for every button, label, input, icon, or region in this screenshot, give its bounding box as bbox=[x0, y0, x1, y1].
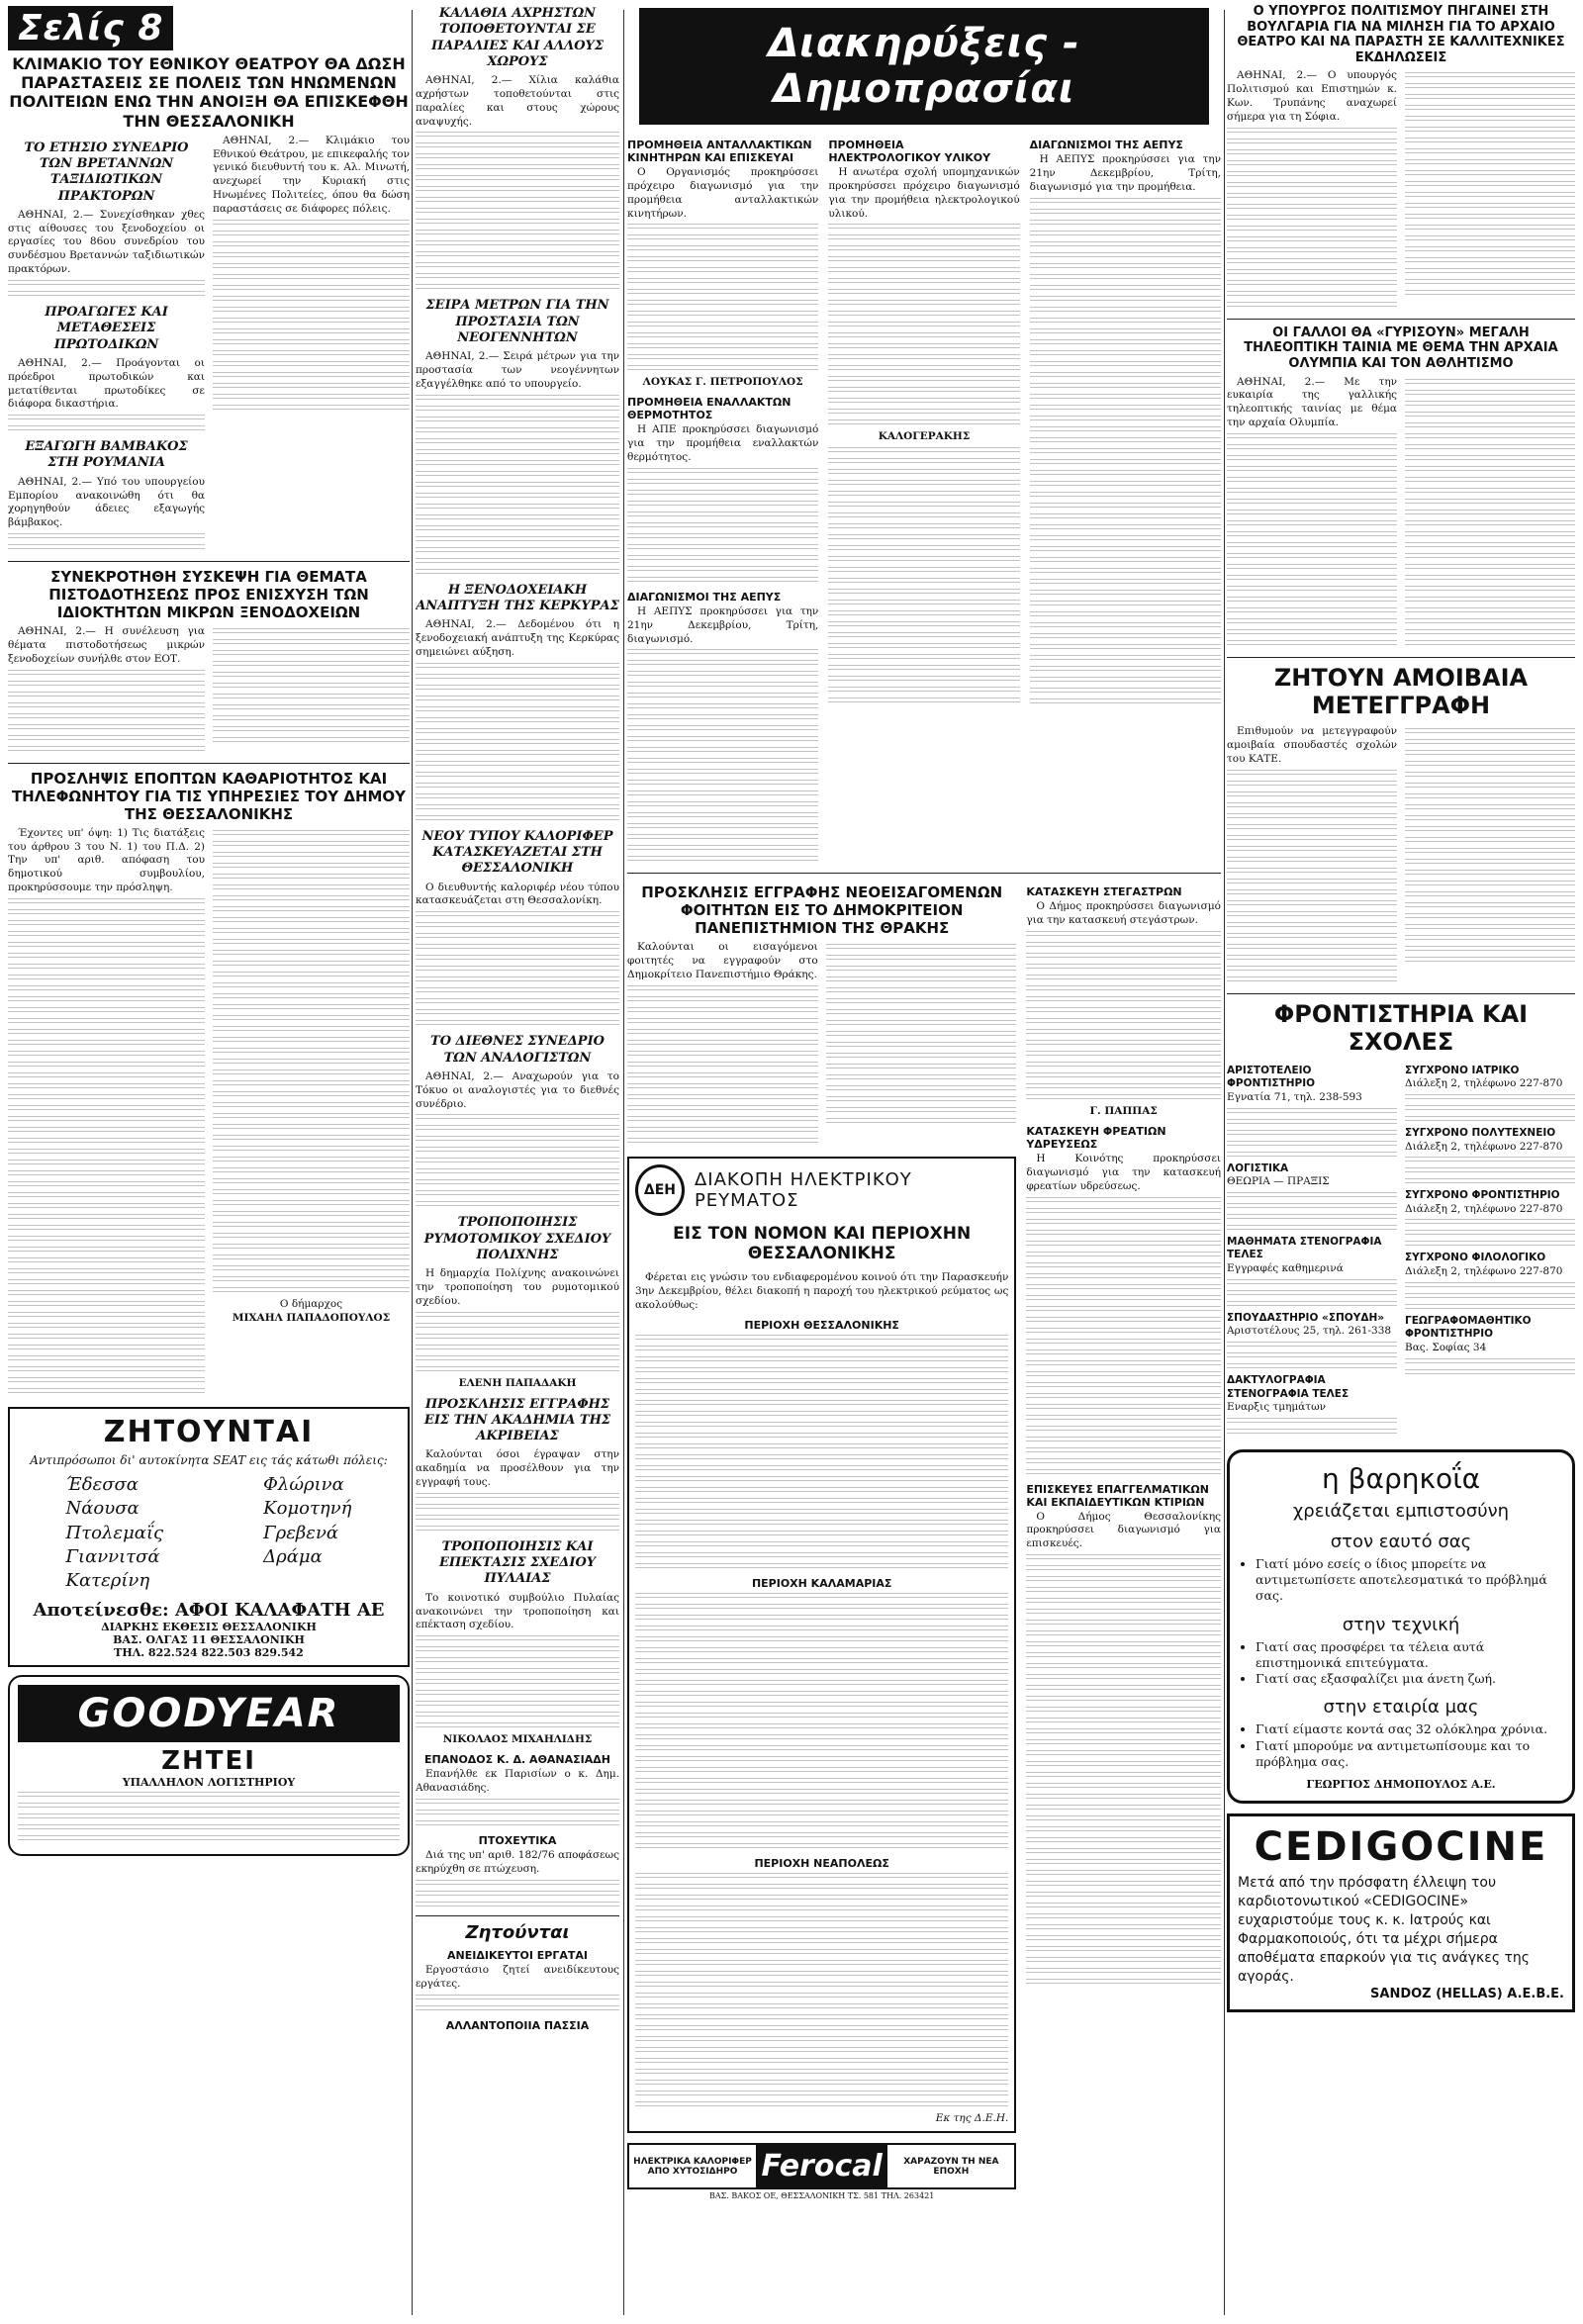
school-entry: ΣΥΓΧΡΟΝΟ ΙΑΤΡΙΚΟ Διάλεξη 2, τηλέφωνο 227-870 bbox=[1405, 1064, 1563, 1090]
signature: ΛΟΥΚΑΣ Γ. ΠΕΤΡΟΠΟΥΛΟΣ bbox=[642, 376, 803, 389]
article-headline: ΠΡΟΑΓΩΓΕΣ ΚΑΙ ΜΕΤΑΘΕΣΕΙΣ ΠΡΩΤΟΔΙΚΩΝ bbox=[45, 305, 168, 352]
city: Πτολεμαΐς bbox=[65, 1522, 164, 1543]
article-headline: ΤΟ ΕΤΗΣΙΟ ΣΥΝΕΔΡΙΟ ΤΩΝ ΒΡΕΤΑΝΝΩΝ ΤΑΞΙΔΙΩΤΙΚΩΝ ΠΡΑΚΤΟΡΩΝ bbox=[24, 139, 189, 204]
ad-address: ΒΑΣ. ΟΛΓΑΣ 11 ΘΕΣΣΑΛΟΝΙΚΗ bbox=[113, 1632, 305, 1646]
city: Δράμα bbox=[263, 1545, 323, 1567]
school-entry: ΓΕΩΓΡΑΦΟΜΑΘΗΤΙΚΟ ΦΡΟΝΤΙΣΤΗΡΙΟ Βας. Σοφίας 34 bbox=[1405, 1314, 1532, 1354]
column-rule bbox=[1224, 10, 1225, 2315]
notice-body: Ο Δήμος Θεσσαλονίκης προκηρύσσει διαγωνισμό για επισκευές. bbox=[1026, 1510, 1221, 1550]
ad-bullet: • Γιατί μόνο εσείς ο ίδιος μπορείτε να αντιμετωπίσετε αποτελεσματικά το πρόβλημά σας. bbox=[1256, 1556, 1562, 1605]
article-body: Επανήλθε εκ Παρισίων ο κ. Δημ. Αθανασιάδης. bbox=[416, 1768, 619, 1794]
ferocal-logo: Ferocal bbox=[756, 2145, 887, 2187]
article-body: ΑΘΗΝΑΙ, 2.— Με την ευκαιρία της γαλλικής τηλεοπτικής ταινίας με θέμα την αρχαία Ολυμπία. bbox=[1227, 375, 1397, 429]
article-headline: Ο ΥΠΟΥΡΓΟΣ ΠΟΛΙΤΙΣΜΟΥ ΠΗΓΑΙΝΕΙ ΣΤΗ ΒΟΥΛΓΑΡΙΑ ΓΙΑ ΝΑ ΜΙΛΗΣΗ ΓΙΑ ΤΟ ΑΡΧΑΙΟ ΘΕΑΤΡΟ ΚΑΙ ΝΑ ΠΑΡΑΣΤΗ ΣΕ ΚΑΛΛΙΤΕΧΝΙΚΕΣ ΕΚΔΗΛΩΣΕΙΣ bbox=[1237, 4, 1565, 65]
column-4 bbox=[1227, 0, 1575, 2012]
notice-body: Η ΑΕΠΥΣ προκηρύσσει για την 21ην Δεκεμβρίου, Τρίτη, διαγωνισμό για την προμήθεια. bbox=[1029, 153, 1221, 193]
notice-body: Καλούνται οι εισαγόμενοι φοιτητές να εγγραφούν στο Δημοκρίτειο Πανεπιστήμιο Θράκης. bbox=[627, 941, 818, 981]
article-body: ΑΘΗΝΑΙ, 2.— Ο υπουργός Πολιτισμού και Επιστημών κ. Κων. Τρυπάνης αναχωρεί σήμερα για τη Σόφια. bbox=[1227, 69, 1397, 123]
signature-label: Ο δήμαρχος bbox=[279, 1297, 343, 1310]
notice-body: Η ανωτέρα σχολή υπομηχανικών προκηρύσσει πρόχειρο διαγωνισμό για την προμήθεια ηλεκτρολογικού υλικού. bbox=[828, 166, 1020, 220]
cedigocine-ad bbox=[1227, 1813, 1575, 2011]
ad-advertiser: ΓΕΩΡΓΙΟΣ ΔΗΜΟΠΟΥΛΟΣ Α.Ε. bbox=[1306, 1778, 1496, 1792]
article-body: ΑΘΗΝΑΙ, 2.— Υπό του υπουργείου Εμπορίου ανακοινώθη ότι θα χορηγηθούν άδειες εξαγωγής βάμβακος. bbox=[8, 475, 205, 529]
article-headline: ΤΟ ΔΙΕΘΝΕΣ ΣΥΝΕΔΡΙΟ ΤΩΝ ΑΝΑΛΟΓΙΣΤΩΝ bbox=[430, 1034, 605, 1066]
goodyear-ad bbox=[8, 1675, 410, 1856]
article-headline: ΝΕΟΥ ΤΥΠΟΥ ΚΑΛΟΡΙΦΕΡ ΚΑΤΑΣΚΕΥΑΖΕΤΑΙ ΣΤΗ ΘΕΣΣΑΛΟΝΙΚΗ bbox=[421, 828, 613, 877]
article-body: Επιθυμούν να μετεγγραφούν αμοιβαία σπουδαστές σχολών του ΚΑΤΕ. bbox=[1227, 725, 1397, 765]
area-heading: ΠΕΡΙΟΧΗ ΚΑΛΑΜΑΡΙΑΣ bbox=[751, 1576, 892, 1590]
power-outage-notice bbox=[627, 1157, 1016, 2133]
ad-advertiser: SANDOZ (HELLAS) A.E.B.E. bbox=[1370, 1986, 1564, 2001]
city: Γρεβενά bbox=[263, 1522, 339, 1543]
hearing-aid-ad bbox=[1227, 1449, 1575, 1804]
article-body: Καλούνται όσοι έγραψαν στην ακαδημία να προσέλθουν για την εγγραφή τους. bbox=[416, 1448, 619, 1489]
article-body: ΑΘΗΝΑΙ, 2.— Η συνέλευση για θέματα πιστοδοτήσεως μικρών ξενοδοχείων συνήλθε στον ΕΟΤ. bbox=[8, 625, 205, 665]
notice-headline: ΠΡΟΜΗΘΕΙΑ ΑΝΤΑΛΛΑΚΤΙΚΩΝ ΚΙΝΗΤΗΡΩΝ ΚΑΙ ΕΠΙΣΚΕΥΑΙ bbox=[627, 139, 812, 164]
ad-phone: ΤΗΛ. 822.524 822.503 829.542 bbox=[114, 1645, 304, 1659]
ad-text: ΗΛΕΚΤΡΙΚΑ ΚΑΛΟΡΙΦΕΡ ΑΠΟ ΧΥΤΟΣΙΔΗΡΟ bbox=[633, 2156, 752, 2177]
notice-body: Φέρεται εις γνώσιν του ενδιαφερομένου κοινού ότι την Παρασκευήν 3ην Δεκεμβρίου, θέλει διακοπή η παροχή του ηλεκτρικού ρεύματος ως ακολούθως: bbox=[635, 1271, 1009, 1311]
city: Κομοτηνή bbox=[263, 1498, 352, 1520]
notice-title: ΔΙΑΚΟΠΗ ΗΛΕΚΤΡΙΚΟΥ ΡΕΥΜΑΤΟΣ bbox=[694, 1169, 912, 1212]
article-headline: ΠΡΟΣΚΛΗΣΙΣ ΕΓΓΡΑΦΗΣ ΕΙΣ ΤΗΝ ΑΚΑΔΗΜΙΑ ΤΗΣ ΑΚΡΙΒΕΙΑΣ bbox=[423, 1396, 611, 1444]
ad-subtitle: χρειάζεται εμπιστοσύνη bbox=[1292, 1500, 1510, 1522]
article-body: Έχοντες υπ' όψη: 1) Τις διατάξεις του άρθρου 3 του Ν. 1) του Π.Δ. 2) Την υπ' αριθ. απόφαση του δημοτικού συμβουλίου, προκηρύσσουμε την πρόσληψη. bbox=[8, 826, 205, 894]
article-headline: ΕΠΑΝΟΔΟΣ Κ. Δ. ΑΘΑΝΑΣΙΑΔΗ bbox=[424, 1753, 610, 1767]
ad-text: ΧΑΡΑΖΟΥΝ ΤΗ ΝΕΑ ΕΠΟΧΗ bbox=[903, 2156, 999, 2177]
ad-section-title: στην τεχνική bbox=[1342, 1614, 1460, 1635]
ad-subtitle: Αντιπρόσωποι δι' αυτοκίνητα SEAT εις τάς κάτωθι πόλεις: bbox=[30, 1453, 388, 1468]
article-headline: ΕΞΑΓΩΓΗ ΒΑΜΒΑΚΟΣ ΣΤΗ ΡΟΥΜΑΝΙΑ bbox=[25, 439, 188, 471]
ad-title: η βαρηκοΐα bbox=[1321, 1461, 1481, 1495]
article-body: ΑΘΗΝΑΙ, 2.— Προάγονται οι πρόεδροι πρωτοδικών και μετατίθενται πρωτοδίκες σε διάφορα δικαστήρια. bbox=[8, 356, 205, 411]
article-body: Ο διευθυντής καλοριφέρ νέου τύπου κατασκευάζεται στη Θεσσαλονίκη. bbox=[416, 881, 619, 907]
ad-city-list bbox=[16, 1473, 402, 1593]
column-rule bbox=[412, 10, 413, 2315]
goodyear-logo: GOODYEAR bbox=[18, 1685, 400, 1742]
ad-title: Ζητούνται bbox=[465, 1921, 570, 1943]
article-body: Διά της υπ' αριθ. 182/76 αποφάσεως εκηρύχθη σε πτώχευση. bbox=[416, 1848, 619, 1875]
city: Έδεσσα bbox=[65, 1474, 139, 1496]
lead-headline: ΚΛΙΜΑΚΙΟ ΤΟΥ ΕΘΝΙΚΟΥ ΘΕΑΤΡΟΥ ΘΑ ΔΩΣΗ ΠΑΡΑΣΤΑΣΕΙΣ ΣΕ ΠΟΛΕΙΣ ΤΩΝ ΗΝΩΜΕΝΩΝ ΠΟΛΙΤΕΙΩΝ ΕΝΩ ΤΗΝ ΑΝΟΙΞΗ ΘΑ ΕΠΙΣΚΕΦΘΗ ΤΗΝ ΘΕΣΣΑΛΟΝΙΚΗ bbox=[9, 54, 409, 131]
signature: ΜΙΧΑΗΛ ΠΑΠΑΔΟΠΟΥΛΟΣ bbox=[232, 1311, 391, 1324]
school-entry: ΛΟΓΙΣΤΙΚΑ ΘΕΩΡΙΑ — ΠΡΑΞΙΣ bbox=[1227, 1162, 1330, 1188]
ad-contact: Αποτείνεσθε: ΑΦΟΙ ΚΑΛΑΦΑΤΗ ΑΕ bbox=[33, 1599, 385, 1621]
city: Νάουσα bbox=[65, 1498, 140, 1520]
column-rule bbox=[623, 10, 624, 2315]
ad-body: Εργοστάσιο ζητεί ανειδίκευτους εργάτες. bbox=[416, 1964, 619, 1990]
area-heading: ΠΕΡΙΟΧΗ ΘΕΣΣΑΛΟΝΙΚΗΣ bbox=[744, 1318, 899, 1332]
article-headline: ΣΥΝΕΚΡΟΤΗΘΗ ΣΥΣΚΕΨΗ ΓΙΑ ΘΕΜΑΤΑ ΠΙΣΤΟΔΟΤΗΣΕΩΣ ΠΡΟΣ ΕΝΙΣΧΥΣΗ ΤΩΝ ΙΔΙΟΚΤΗΤΩΝ ΜΙΚΡΩΝ ΞΕΝΟΔΟΧΕΙΩΝ bbox=[48, 568, 369, 622]
notice-headline: ΚΑΤΑΣΚΕΥΗ ΦΡΕΑΤΙΩΝ ΥΔΡΕΥΣΕΩΣ bbox=[1026, 1125, 1166, 1152]
notice-body: Η ΑΕΠΥΣ προκηρύσσει για την 21ην Δεκεμβρίου, Τρίτη, διαγωνισμό. bbox=[627, 604, 819, 645]
ad-address: ΒΑΣ. ΒΑΚΟΣ ΟΕ, ΘΕΣΣΑΛΟΝΙΚΗ ΤΣ. 581 ΤΗΛ. 263421 bbox=[708, 2191, 935, 2201]
column-2 bbox=[416, 0, 619, 2034]
signature: Εκ της Δ.Ε.Η. bbox=[935, 2111, 1009, 2124]
article-body: Η δημαρχία Πολίχνης ανακοινώνει την τροποποίηση του ρυμοτομικού σχεδίου. bbox=[416, 1267, 619, 1307]
section-headline: ΦΡΟΝΤΙΣΤΗΡΙΑ ΚΑΙ ΣΧΟΛΕΣ bbox=[1273, 999, 1529, 1056]
ad-title: ΖΗΤΕΙ bbox=[161, 1745, 256, 1776]
section-banner: Διακηρύξεις - Δημοπρασίαι bbox=[639, 8, 1209, 125]
article-headline: Η ΞΕΝΟΔΟΧΕΙΑΚΗ ΑΝΑΠΤΥΞΗ ΤΗΣ ΚΕΡΚΥΡΑΣ bbox=[416, 582, 619, 614]
article-headline: ΠΡΟΣΛΗΨΙΣ ΕΠΟΠΤΩΝ ΚΑΘΑΡΙΟΤΗΤΟΣ ΚΑΙ ΤΗΛΕΦΩΝΗΤΟΥ ΓΙΑ ΤΙΣ ΥΠΗΡΕΣΙΕΣ ΤΟΥ ΔΗΜΟΥ ΤΗΣ ΘΕΣΣΑΛΟΝΙΚΗΣ bbox=[11, 769, 407, 823]
notice-body: Η ΑΠΕ προκηρύσσει διαγωνισμό για την προμήθεια εναλλακτών θερμότητος. bbox=[627, 423, 819, 464]
notice-headline: ΕΙΣ ΤΟΝ ΝΟΜΟΝ ΚΑΙ ΠΕΡΙΟΧΗΝ ΘΕΣΣΑΛΟΝΙΚΗΣ bbox=[673, 1224, 972, 1264]
notice-body: Η Κοινότης προκηρύσσει διαγωνισμό για την κατασκευή φρεατίων υδρεύσεως. bbox=[1026, 1153, 1221, 1192]
area-heading: ΠΕΡΙΟΧΗ ΝΕΑΠΟΛΕΩΣ bbox=[754, 1856, 889, 1870]
article-headline: ΤΡΟΠΟΠΟΙΗΣΙΣ ΚΑΙ ΕΠΕΚΤΑΣΙΣ ΣΧΕΔΙΟΥ ΠΥΛΑΙΑΣ bbox=[438, 1538, 597, 1587]
signature: ΝΙΚΟΛΑΟΣ ΜΙΧΑΗΛΙΔΗΣ bbox=[442, 1733, 593, 1746]
ad-title: CEDIGOCINE bbox=[1254, 1824, 1548, 1871]
article-body: Το κοινοτικό συμβούλιο Πυλαίας ανακοινώνει την τροποποίηση και επέκταση σχεδίου. bbox=[416, 1591, 619, 1631]
article-headline: ΚΑΛΑΘΙΑ ΑΧΡΗΣΤΩΝ ΤΟΠΟΘΕΤΟΥΝΤΑΙ ΣΕ ΠΑΡΑΛΙΕΣ ΚΑΙ ΑΛΛΟΥΣ ΧΩΡΟΥΣ bbox=[430, 6, 605, 69]
article-body: ΑΘΗΝΑΙ, 2.— Αναχωρούν για το Τόκυο οι αναλογιστές για το διεθνές συνέδριο. bbox=[416, 1069, 619, 1110]
column-3 bbox=[627, 0, 1221, 2200]
notice-headline: ΔΙΑΓΩΝΙΣΜΟΙ ΤΗΣ ΑΕΠΥΣ bbox=[627, 590, 782, 604]
article-body: ΑΘΗΝΑΙ, 2.— Χίλια καλάθια αχρήστων τοποθετούνται στις παραλίες και στους χώρους αναψυχής. bbox=[416, 74, 619, 128]
lead-article bbox=[8, 135, 410, 555]
school-entry: ΣΥΓΧΡΟΝΟ ΦΡΟΝΤΙΣΤΗΡΙΟ Διάλεξη 2, τηλέφωνο 227-870 bbox=[1405, 1189, 1563, 1215]
seat-dealers-ad bbox=[8, 1407, 410, 1666]
signature: Γ. ΠΑΠΠΑΣ bbox=[1089, 1105, 1158, 1118]
ad-bullet: • Γιατί σας προσφέρει τα τέλεια αυτά επιστημονικά επιτεύγματα. bbox=[1256, 1639, 1562, 1672]
ad-subtitle: ΑΝΕΙΔΙΚΕΥΤΟΙ ΕΡΓΑΤΑΙ bbox=[447, 1949, 588, 1963]
school-entry: ΑΡΙΣΤΟΤΕΛΕΙΟ ΦΡΟΝΤΙΣΤΗΡΙΟ Εγνατία 71, τηλ. 238-593 bbox=[1227, 1064, 1362, 1103]
article-body: ΑΘΗΝΑΙ, 2.— Κλιμάκιο του Εθνικού Θεάτρου, με επικεφαλής τον γενικό διευθυντή του κ. Αλ. Μινωτή, ανεχωρεί την Κυριακή στις Ηνωμένες Πολιτείες, όπου θα δώση παραστάσεις σε διάφορες πόλεις. bbox=[213, 134, 410, 216]
article-headline: ΣΕΙΡΑ ΜΕΤΡΩΝ ΓΙΑ ΤΗΝ ΠΡΟΣΤΑΣΙΑ ΤΩΝ ΝΕΟΓΕΝΝΗΤΩΝ bbox=[425, 298, 609, 345]
ad-department: ΔΙΑΡΚΗΣ ΕΚΘΕΣΙΣ ΘΕΣΣΑΛΟΝΙΚΗ bbox=[101, 1620, 317, 1633]
notice-headline: ΔΙΑΓΩΝΙΣΜΟΙ ΤΗΣ ΑΕΠΥΣ bbox=[1029, 139, 1183, 151]
column-1 bbox=[8, 0, 410, 1864]
article-body: ΑΘΗΝΑΙ, 2.— Σειρά μέτρων για την προστασία των νεογέννητων εξαγγέλθηκε από το υπουργείο. bbox=[416, 350, 619, 390]
school-entry: ΔΑΚΤΥΛΟΓΡΑΦΙΑ ΣΤΕΝΟΓΡΑΦΙΑ ΤΕΛΕΣ Εναρξις τμημάτων bbox=[1227, 1374, 1350, 1414]
schools-listing bbox=[1227, 1062, 1575, 1440]
notice-headline: ΠΡΟΜΗΘΕΙΑ ΗΛΕΚΤΡΟΛΟΓΙΚΟΥ ΥΛΙΚΟΥ bbox=[828, 139, 991, 164]
notice-headline: ΕΠΙΣΚΕΥΕΣ ΕΠΑΓΓΕΛΜΑΤΙΚΩΝ ΚΑΙ ΕΚΠΑΙΔΕΥΤΙΚΩΝ ΚΤΙΡΙΩΝ bbox=[1026, 1482, 1209, 1509]
notice-body: Ο Δήμος προκηρύσσει διαγωνισμό για την κατασκευή στεγάστρων. bbox=[1026, 900, 1221, 927]
school-entry: ΣΥΓΧΡΟΝΟ ΦΙΛΟΛΟΓΙΚΟ Διάλεξη 2, τηλέφωνο 227-870 bbox=[1405, 1252, 1563, 1278]
deh-logo: ΔΕΗ bbox=[635, 1164, 685, 1216]
notice-headline: ΠΡΟΣΚΛΗΣΙΣ ΕΓΓΡΑΦΗΣ ΝΕΟΕΙΣΑΓΟΜΕΝΩΝ ΦΟΙΤΗΤΩΝ ΕΙΣ ΤΟ ΔΗΜΟΚΡΙΤΕΙΟΝ ΠΑΝΕΠΙΣΤΗΜΙΟΝ ΤΗΣ ΘΡΑΚΗΣ bbox=[641, 883, 1003, 938]
ad-section-title: στον εαυτό σας bbox=[1330, 1531, 1472, 1552]
ad-title: ΖΗΤΟΥΝΤΑΙ bbox=[103, 1415, 315, 1450]
article-headline: ΤΡΟΠΟΠΟΙΗΣΙΣ ΡΥΜΟΤΟΜΙΚΟΥ ΣΧΕΔΙΟΥ ΠΟΛΙΧΝΗΣ bbox=[423, 1215, 611, 1262]
school-entry: ΣΥΓΧΡΟΝΟ ΠΟΛΥΤΕΧΝΕΙΟ Διάλεξη 2, τηλέφωνο 227-870 bbox=[1405, 1126, 1563, 1153]
signature: ΕΛΕΝΗ ΠΑΠΑΔΑΚΗ bbox=[458, 1376, 577, 1389]
ad-bullet: • Γιατί σας εξασφαλίζει μια άνετη ζωή. bbox=[1256, 1671, 1562, 1687]
article-headline: ΠΤΟΧΕΥΤΙΚΑ bbox=[478, 1833, 557, 1847]
ad-body: Μετά από την πρόσφατη έλλειψη του καρδιοτονωτικού «CEDIGOCINE» ευχαριστούμε τους κ. κ. Ιατρούς και Φαρμακοποιούς, ότι τα μέχρι σήμερα αποθέματα επαρκούν για τις ανάγκες της αγοράς. bbox=[1238, 1875, 1530, 1985]
city: Κατερίνη bbox=[65, 1570, 150, 1592]
page-number-banner: Σελίς 8 bbox=[8, 6, 173, 50]
ad-bullet: • Γιατί μπορούμε να αντιμετωπίσουμε και το πρόβλημα σας. bbox=[1256, 1738, 1562, 1771]
city: Φλώρινα bbox=[263, 1474, 344, 1496]
signature: ΚΑΛΟΓΕΡΑΚΗΣ bbox=[878, 430, 971, 443]
article-body: ΑΘΗΝΑΙ, 2.— Δεδομένου ότι η ξενοδοχειακή ανάπτυξη της Κερκύρας σημειώνει αύξηση. bbox=[416, 618, 619, 658]
ad-advertiser: ΑΛΛΑΝΤΟΠΟΙΙΑ ΠΑΣΣΙΑ bbox=[445, 2018, 590, 2032]
city: Γιαννιτσά bbox=[65, 1545, 160, 1567]
ferocal-ad bbox=[627, 2143, 1016, 2189]
ad-subtitle: ΥΠΑΛΛΗΛΟΝ ΛΟΓΙΣΤΗΡΙΟΥ bbox=[122, 1775, 296, 1789]
section-headline: ΖΗΤΟΥΝ ΑΜΟΙΒΑΙΑ ΜΕΤΕΓΓΡΑΦΗ bbox=[1273, 664, 1529, 720]
article-body: ΑΘΗΝΑΙ, 2.— Συνεχίσθηκαν χθες στις αίθουσες του ξενοδοχείου οι εργασίες του 86ου συνεδρίου του συνδέσμου Βρεταννών ταξιδιωτικών πρακτόρων. bbox=[8, 208, 205, 276]
notice-headline: ΚΑΤΑΣΚΕΥΗ ΣΤΕΓΑΣΤΡΩΝ bbox=[1026, 885, 1182, 899]
school-entry: ΣΠΟΥΔΑΣΤΗΡΙΟ «ΣΠΟΥΔΗ» Αριστοτέλους 25, τηλ. 261-338 bbox=[1227, 1311, 1392, 1338]
ad-bullet: • Γιατί είμαστε κοντά σας 32 ολόκληρα χρόνια. bbox=[1256, 1721, 1562, 1737]
ad-section-title: στην εταιρία μας bbox=[1323, 1697, 1479, 1719]
notice-headline: ΠΡΟΜΗΘΕΙΑ ΕΝΑΛΛΑΚΤΩΝ ΘΕΡΜΟΤΗΤΟΣ bbox=[627, 396, 792, 422]
school-entry: ΜΑΘΗΜΑΤΑ ΣΤΕΝΟΓΡΑΦΙΑ ΤΕΛΕΣ Εγγραφές καθημερινά bbox=[1227, 1235, 1382, 1275]
notice-body: Ο Οργανισμός προκηρύσσει πρόχειρο διαγωνισμό για την προμήθεια ανταλλακτικών κινητήρων. bbox=[627, 166, 819, 220]
article-headline: ΟΙ ΓΑΛΛΟΙ ΘΑ «ΓΥΡΙΣΟΥΝ» ΜΕΓΑΛΗ ΤΗΛΕΟΠΤΙΚΗ ΤΑΙΝΙΑ ΜΕ ΘΕΜΑ ΤΗΝ ΑΡΧΑΙΑ ΟΛΥΜΠΙΑ ΚΑΙ ΤΟΝ ΑΘΛΗΤΙΣΜΟ bbox=[1244, 325, 1558, 371]
